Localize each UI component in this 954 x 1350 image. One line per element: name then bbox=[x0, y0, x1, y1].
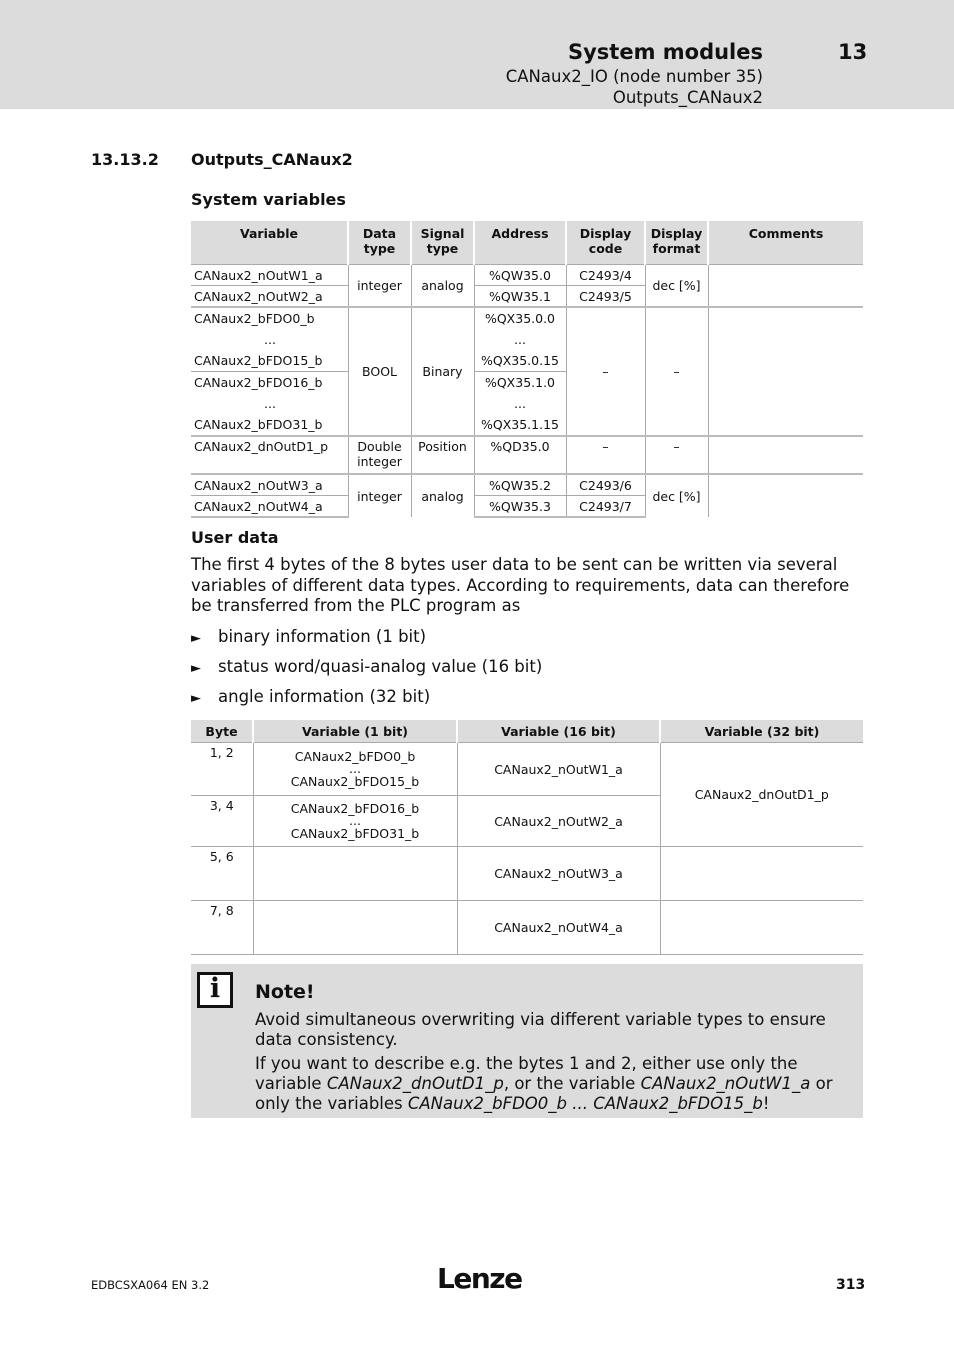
cell-address: %QD35.0 bbox=[474, 436, 566, 474]
cell-display-format: – bbox=[645, 307, 708, 436]
cell-variable: CANaux2_dnOutD1_p bbox=[191, 436, 348, 474]
table-row bbox=[191, 474, 863, 496]
table-row bbox=[191, 265, 863, 286]
address-last: %QX35.0.15 bbox=[481, 353, 559, 368]
list-item-text: angle information (32 bit) bbox=[218, 687, 431, 706]
col-header-display-code: Display code bbox=[566, 221, 645, 265]
cell-display-code: C2493/6 bbox=[566, 474, 645, 496]
cell-variable-16bit: CANaux2_nOutW4_a bbox=[457, 901, 660, 955]
list-item-text: status word/quasi-analog value (16 bit) bbox=[218, 657, 543, 676]
ellipsis: ... bbox=[264, 396, 276, 411]
variable-name: CANaux2_dnOutD1_p bbox=[326, 1074, 504, 1093]
cell-variable-16bit: CANaux2_nOutW1_a bbox=[457, 743, 660, 796]
cell-byte: 3, 4 bbox=[191, 796, 253, 847]
cell-variable-16bit: CANaux2_nOutW3_a bbox=[457, 847, 660, 901]
cell-data-type: Double integer bbox=[348, 436, 411, 474]
cell-address: %QW35.1 bbox=[474, 286, 566, 308]
col-header-comments: Comments bbox=[708, 221, 863, 265]
chapter-number: 13 bbox=[838, 40, 868, 64]
brand-logo: Lenze bbox=[437, 1262, 522, 1295]
bullet-arrow-icon: ► bbox=[191, 631, 201, 646]
cell-variable: CANaux2_nOutW3_a bbox=[191, 474, 348, 496]
cell-comments bbox=[708, 307, 863, 436]
cell-variable-32bit: CANaux2_dnOutD1_p bbox=[660, 743, 863, 847]
ellipsis: ... bbox=[514, 332, 526, 347]
cell-comments bbox=[708, 436, 863, 474]
col-header-address: Address bbox=[474, 221, 566, 265]
col-header-variable-1bit: Variable (1 bit) bbox=[253, 720, 457, 743]
cell-display-code: C2493/7 bbox=[566, 496, 645, 518]
variable-first: CANaux2_bFDO16_b bbox=[194, 375, 323, 390]
cell-address: %QW35.0 bbox=[474, 265, 566, 286]
cell-display-code: C2493/5 bbox=[566, 286, 645, 308]
note-text-run: , or the variable bbox=[503, 1074, 641, 1093]
cell-variable: CANaux2_nOutW4_a bbox=[191, 496, 348, 518]
variable-last: CANaux2_bFDO31_b bbox=[290, 826, 420, 841]
variable-last: CANaux2_bFDO15_b bbox=[194, 353, 323, 368]
ellipsis: ... bbox=[264, 332, 276, 347]
note-text-run: or only the variables bbox=[255, 1074, 833, 1113]
cell-display-code: C2493/4 bbox=[566, 265, 645, 286]
list-item-text: binary information (1 bit) bbox=[218, 627, 427, 646]
variable-first: CANaux2_bFDO0_b bbox=[294, 749, 416, 764]
address-first: %QX35.0.0 bbox=[484, 311, 556, 326]
variable-first: CANaux2_bFDO0_b bbox=[194, 311, 315, 326]
address-first: %QX35.1.0 bbox=[484, 375, 556, 390]
table-row bbox=[191, 307, 863, 372]
cell-signal-type: Binary bbox=[411, 307, 474, 436]
variable-last: CANaux2_bFDO31_b bbox=[194, 417, 323, 432]
table-header-row bbox=[191, 221, 863, 265]
table-row bbox=[191, 743, 863, 796]
cell-signal-type: Position bbox=[411, 436, 474, 474]
address-last: %QX35.1.15 bbox=[481, 417, 559, 432]
table-row bbox=[191, 901, 863, 955]
table-header-row bbox=[191, 720, 863, 743]
col-header-data-type: Data type bbox=[348, 221, 411, 265]
cell-variable: CANaux2_nOutW2_a bbox=[191, 286, 348, 308]
info-icon bbox=[197, 972, 233, 1008]
list-item bbox=[191, 627, 426, 646]
cell-signal-type: analog bbox=[411, 474, 474, 517]
cell-comments bbox=[708, 474, 863, 517]
note-text-run: ! bbox=[762, 1094, 770, 1113]
bullet-arrow-icon: ► bbox=[191, 661, 201, 676]
ellipsis: ... bbox=[349, 761, 361, 776]
note-paragraph-1: Avoid simultaneous overwriting via different variable types to ensure data consistency. bbox=[255, 1010, 826, 1049]
table-row bbox=[191, 847, 863, 901]
cell-address bbox=[474, 307, 566, 372]
bullet-arrow-icon: ► bbox=[191, 691, 201, 706]
col-header-byte: Byte bbox=[191, 720, 253, 743]
cell-data-type: integer bbox=[348, 265, 411, 308]
col-header-variable-32bit: Variable (32 bit) bbox=[660, 720, 863, 743]
col-header-variable: Variable bbox=[191, 221, 348, 265]
cell-display-code: – bbox=[566, 436, 645, 474]
list-item bbox=[191, 687, 430, 706]
ellipsis: ... bbox=[514, 396, 526, 411]
cell-variable-1bit bbox=[253, 847, 457, 901]
cell-variable-1bit bbox=[253, 743, 457, 796]
cell-byte: 5, 6 bbox=[191, 847, 253, 901]
cell-display-format: dec [%] bbox=[645, 474, 708, 517]
note-text-run: If you want to describe e.g. the bytes 1 and 2, either use only the variable bbox=[255, 1054, 798, 1093]
cell-variable bbox=[191, 372, 348, 437]
cell-variable-16bit: CANaux2_nOutW2_a bbox=[457, 796, 660, 847]
variable-name: CANaux2_bFDO0_b ... CANaux2_bFDO15_b bbox=[407, 1094, 763, 1113]
variable-name: CANaux2_nOutW1_a bbox=[640, 1074, 811, 1093]
cell-variable-1bit bbox=[253, 796, 457, 847]
note-box bbox=[191, 964, 863, 1118]
ellipsis: ... bbox=[349, 813, 361, 828]
document-code: EDBCSXA064 EN 3.2 bbox=[91, 1278, 210, 1292]
cell-variable-1bit bbox=[253, 901, 457, 955]
cell-variable: CANaux2_nOutW1_a bbox=[191, 265, 348, 286]
table-row bbox=[191, 436, 863, 474]
page-number: 313 bbox=[836, 1277, 866, 1293]
user-data-byte-table bbox=[191, 720, 863, 955]
cell-address: %QW35.2 bbox=[474, 474, 566, 496]
user-data-paragraph: The first 4 bytes of the 8 bytes user data to be sent can be written via several variables of different data types. According to requirements, data can therefore be transferred from the PLC program as bbox=[191, 555, 850, 615]
info-icon-letter: i bbox=[209, 973, 221, 1004]
user-data-heading: User data bbox=[191, 528, 279, 547]
cell-address bbox=[474, 372, 566, 437]
cell-display-code: – bbox=[566, 307, 645, 436]
cell-signal-type: analog bbox=[411, 265, 474, 308]
list-item bbox=[191, 657, 542, 676]
note-title: Note! bbox=[255, 981, 315, 1003]
cell-data-type: BOOL bbox=[348, 307, 411, 436]
header-subtitle-module: CANaux2_IO (node number 35) bbox=[505, 67, 763, 86]
cell-byte: 1, 2 bbox=[191, 743, 253, 796]
chapter-title: System modules bbox=[567, 40, 763, 64]
cell-variable-32bit bbox=[660, 901, 863, 955]
cell-address: %QW35.3 bbox=[474, 496, 566, 518]
variable-last: CANaux2_bFDO15_b bbox=[290, 774, 420, 789]
header-band bbox=[0, 0, 954, 109]
variable-first: CANaux2_bFDO16_b bbox=[290, 801, 420, 816]
col-header-display-format: Display format bbox=[645, 221, 708, 265]
cell-data-type: integer bbox=[348, 474, 411, 517]
cell-variable bbox=[191, 307, 348, 372]
section-title: Outputs_CANaux2 bbox=[191, 150, 353, 169]
system-variables-table bbox=[191, 221, 863, 518]
section-number: 13.13.2 bbox=[91, 150, 159, 169]
note-paragraph-2 bbox=[255, 1054, 845, 1114]
cell-variable-32bit bbox=[660, 847, 863, 901]
col-header-signal-type: Signal type bbox=[411, 221, 474, 265]
cell-byte: 7, 8 bbox=[191, 901, 253, 955]
cell-comments bbox=[708, 265, 863, 308]
col-header-variable-16bit: Variable (16 bit) bbox=[457, 720, 660, 743]
cell-display-format: dec [%] bbox=[645, 265, 708, 308]
cell-display-format: – bbox=[645, 436, 708, 474]
system-variables-heading: System variables bbox=[191, 190, 346, 209]
header-subtitle-section: Outputs_CANaux2 bbox=[612, 88, 763, 107]
